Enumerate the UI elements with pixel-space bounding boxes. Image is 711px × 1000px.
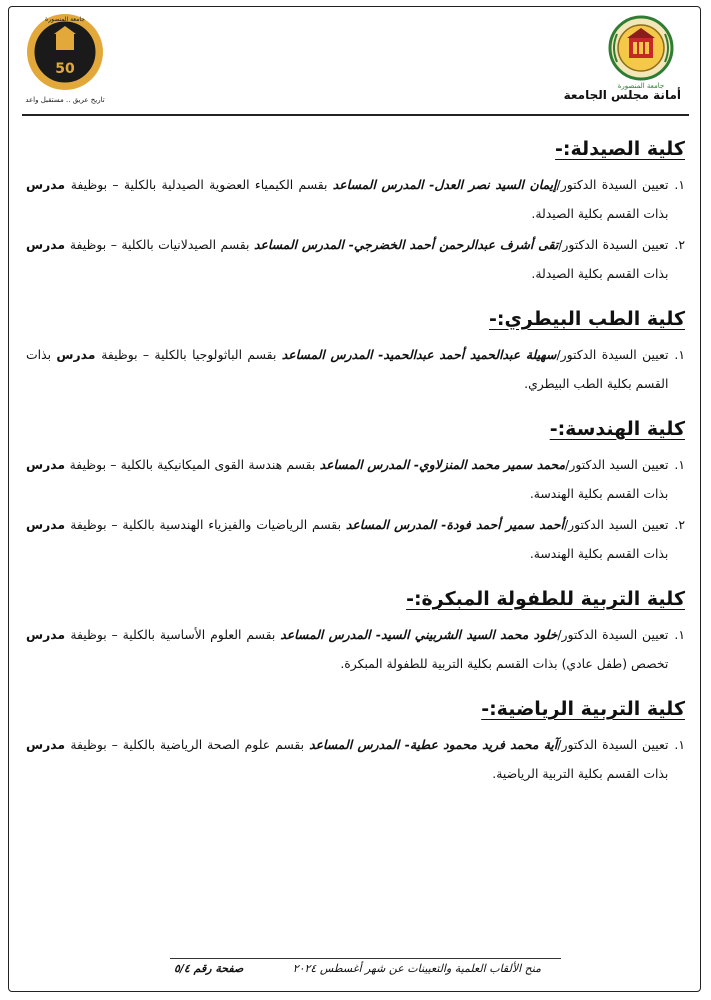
appointment-item bbox=[26, 450, 685, 508]
department-text: بقسم الكيمياء العضوية الصيدلية بالكلية – بوظيفة bbox=[70, 177, 333, 192]
faculty-section bbox=[26, 306, 685, 398]
new-position: مدرس bbox=[26, 177, 71, 192]
anniversary-logo bbox=[20, 10, 110, 105]
footer-caption: منح الألقاب العلمية والتعيينات عن شهر أغسطس ٢٠٢٤ bbox=[292, 962, 541, 975]
item-number: ١. bbox=[674, 457, 685, 472]
appointment-prefix: تعيين السيدة الدكتور/ bbox=[556, 177, 669, 192]
item-text bbox=[26, 230, 668, 288]
appointment-prefix: تعيين السيدة الدكتور/ bbox=[556, 347, 669, 362]
appointment-prefix: تعيين السيد الدكتور/ bbox=[565, 457, 669, 472]
appointment-item bbox=[26, 340, 685, 398]
new-position: مدرس bbox=[26, 517, 71, 532]
item-number: ١. bbox=[674, 627, 685, 642]
current-role: - المدرس المساعد bbox=[319, 457, 419, 472]
position-details: بذات القسم بكلية الصيدلة. bbox=[531, 206, 669, 221]
item-text bbox=[26, 510, 668, 568]
position-details: بذات القسم بكلية الطب البيطري. bbox=[26, 347, 669, 391]
new-position: مدرس bbox=[26, 627, 71, 642]
appointment-item bbox=[26, 170, 685, 228]
item-number: ٢. bbox=[674, 517, 685, 532]
current-role: - المدرس المساعد bbox=[345, 517, 447, 532]
faculty-section bbox=[26, 136, 685, 288]
department-text: بقسم الصيدلانيات بالكلية – بوظيفة bbox=[69, 237, 254, 252]
item-text bbox=[26, 340, 668, 398]
current-role: - المدرس المساعد bbox=[253, 237, 354, 252]
current-role: - المدرس المساعد bbox=[309, 737, 410, 752]
decisions-content bbox=[26, 136, 685, 806]
university-logo bbox=[605, 12, 677, 92]
position-details: بذات القسم بكلية الهندسة. bbox=[529, 486, 669, 501]
current-role: - المدرس المساعد bbox=[281, 347, 384, 362]
item-text bbox=[26, 620, 668, 678]
svg-text:جامعة المنصورة: جامعة المنصورة bbox=[45, 16, 85, 23]
appointee-name: تقى أشرف عبدالرحمن أحمد الخضرجي bbox=[353, 237, 559, 252]
item-text bbox=[26, 450, 668, 508]
appointment-prefix: تعيين السيدة الدكتور/ bbox=[557, 737, 669, 752]
new-position: مدرس bbox=[26, 457, 70, 472]
appointment-item bbox=[26, 510, 685, 568]
header-divider bbox=[22, 114, 689, 116]
department-text: بقسم الباثولوجيا بالكلية – بوظيفة bbox=[101, 347, 282, 362]
item-number: ٢. bbox=[674, 237, 685, 252]
position-details: بذات القسم بكلية الهندسة. bbox=[529, 546, 669, 561]
new-position: مدرس bbox=[26, 237, 70, 252]
council-label: أمانة مجلس الجامعة bbox=[563, 88, 681, 102]
appointment-prefix: تعيين السيد الدكتور/ bbox=[564, 517, 669, 532]
faculty-title: كلية الصيدلة:- bbox=[555, 138, 685, 160]
new-position: مدرس bbox=[26, 737, 71, 752]
appointee-name: إيمان السيد نصر العدل bbox=[434, 177, 557, 192]
item-number: ١. bbox=[674, 347, 685, 362]
faculty-title: كلية الهندسة:- bbox=[549, 418, 685, 440]
department-text: بقسم العلوم الأساسية بالكلية – بوظيفة bbox=[70, 627, 281, 642]
appointee-name: خلود محمد السيد الشربيني السيد bbox=[381, 627, 558, 642]
current-role: - المدرس المساعد bbox=[332, 177, 435, 192]
position-details: تخصص (طفل عادي) بذات القسم بكلية التربية للطفولة المبكرة. bbox=[340, 656, 669, 671]
appointment-item bbox=[26, 730, 685, 788]
appointment-item bbox=[26, 620, 685, 678]
anniversary-slogan: تاريخ عريق .. مستقبل واعد bbox=[25, 96, 105, 104]
appointee-name: أحمد سمير أحمد فودة bbox=[446, 517, 564, 532]
anniversary-number: 50 bbox=[55, 61, 75, 77]
university-logo-text: جامعة المنصورة bbox=[617, 82, 665, 90]
appointee-name: سهيلة عبدالحميد أحمد عبدالحميد bbox=[383, 347, 557, 362]
faculty-title: كلية التربية الرياضية:- bbox=[481, 698, 685, 720]
new-position: مدرس bbox=[56, 347, 102, 362]
faculty-section bbox=[26, 416, 685, 568]
item-text bbox=[26, 730, 668, 788]
appointee-name: آية محمد فريد محمود عطية bbox=[409, 737, 558, 752]
page-number: صفحة رقم ٥/٤ bbox=[174, 962, 244, 975]
faculty-title: كلية التربية للطفولة المبكرة:- bbox=[406, 588, 685, 610]
appointment-prefix: تعيين السيدة الدكتور/ bbox=[557, 627, 669, 642]
department-text: بقسم علوم الصحة الرياضية بالكلية – بوظيفة bbox=[70, 737, 310, 752]
position-details: بذات القسم بكلية التربية الرياضية. bbox=[492, 766, 669, 781]
item-number: ١. bbox=[674, 737, 685, 752]
appointment-item bbox=[26, 230, 685, 288]
current-role: - المدرس المساعد bbox=[280, 627, 381, 642]
faculty-section bbox=[26, 586, 685, 678]
appointee-name: محمد سمير محمد المنزلاوي bbox=[419, 457, 566, 472]
item-number: ١. bbox=[674, 177, 685, 192]
item-text bbox=[26, 170, 668, 228]
department-text: بقسم هندسة القوى الميكانيكية بالكلية – بوظيفة bbox=[69, 457, 320, 472]
faculty-title: كلية الطب البيطري:- bbox=[489, 308, 685, 330]
position-details: بذات القسم بكلية الصيدلة. bbox=[531, 266, 669, 281]
department-text: بقسم الرياضيات والفيزياء الهندسية بالكلية – بوظيفة bbox=[70, 517, 346, 532]
appointment-prefix: تعيين السيدة الدكتور/ bbox=[558, 237, 669, 252]
faculty-section bbox=[26, 696, 685, 788]
footer-divider bbox=[170, 958, 561, 959]
